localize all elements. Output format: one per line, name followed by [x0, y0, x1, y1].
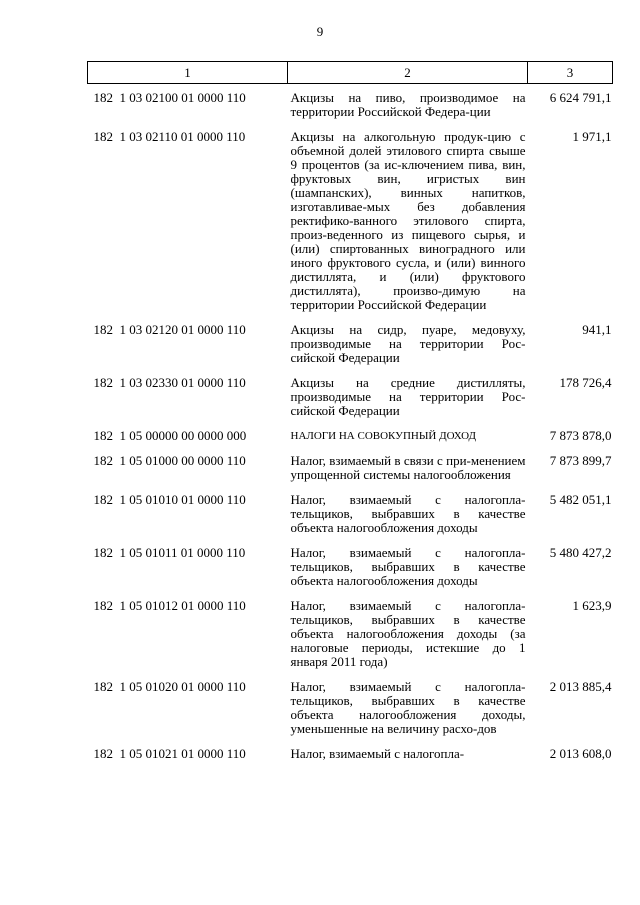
amount-cell: 1 971,1 — [572, 129, 612, 144]
table-row — [88, 454, 613, 493]
description-cell: Налог, взимаемый с налогопла-тельщиков, выбравших в качестве объекта налогообложения доходы — [290, 492, 526, 535]
table-body — [88, 84, 613, 762]
column-header-2: 2 — [288, 62, 528, 84]
amount-cell: 178 726,4 — [559, 375, 612, 390]
description-cell: Налог, взимаемый с налогопла- — [290, 746, 465, 761]
description-cell: НАЛОГИ НА СОВОКУПНЫЙ ДОХОД — [290, 430, 476, 442]
column-header-3: 3 — [528, 62, 613, 84]
description-cell: Налог, взимаемый с налогопла-тельщиков, выбравших в качестве объекта налогообложения доходы — [290, 545, 526, 588]
description-cell: Налог, взимаемый с налогопла-тельщиков, выбравших в качестве объекта налогообложения доходы, уменьшенные на величину расхо-дов — [290, 679, 526, 736]
budget-code-cell: 182 1 03 02110 01 0000 110 — [93, 129, 246, 144]
table-row — [88, 546, 613, 599]
description-cell: Акцизы на сидр, пуаре, медовуху, производимые на территории Рос-сийской Федерации — [290, 322, 526, 365]
table-row — [88, 130, 613, 323]
amount-cell: 7 873 878,0 — [549, 428, 612, 443]
table-header — [88, 62, 613, 84]
table-row — [88, 493, 613, 546]
amount-cell: 2 013 885,4 — [549, 679, 612, 694]
amount-cell: 7 873 899,7 — [549, 453, 612, 468]
page-number: 9 — [316, 24, 324, 39]
column-header-1: 1 — [88, 62, 288, 84]
budget-code-cell: 182 1 05 01010 01 0000 110 — [93, 492, 246, 507]
table-row — [88, 323, 613, 376]
table-row — [88, 429, 613, 454]
budget-code-cell: 182 1 03 02120 01 0000 110 — [93, 322, 246, 337]
budget-code-cell: 182 1 05 01000 00 0000 110 — [93, 453, 246, 468]
table-row — [88, 747, 613, 761]
description-cell: Акцизы на средние дистилляты, производимые на территории Рос-сийской Федерации — [290, 375, 526, 418]
description-cell: Налог, взимаемый с налогопла-тельщиков, выбравших в качестве объекта налогообложения доходы (за налоговые периоды, истекшие до 1 января 2011 года) — [290, 598, 526, 669]
table-row — [88, 376, 613, 429]
budget-code-cell: 182 1 05 01011 01 0000 110 — [93, 545, 246, 560]
description-cell: Акцизы на алкогольную продук-цию с объемной долей этилового спирта свыше 9 процентов (за ис-ключением пива, вин, фруктовых вин, игристых вин (шампанских), винных напитков, изготавливае-мых без добавления ректифико-ванного этилового спирта, произ-веденного из пищевого сырья, и (или) спиртованных виноградного или иного фруктового сусла, и (или) винного дистиллята, и (или) фруктового дистиллята), произво-димую на территории Российской Федерации — [290, 129, 526, 312]
amount-cell: 1 623,9 — [572, 598, 612, 613]
budget-code-cell: 182 1 05 01021 01 0000 110 — [93, 746, 246, 761]
table-row — [88, 680, 613, 747]
amount-cell: 5 482 051,1 — [549, 492, 612, 507]
amount-cell: 5 480 427,2 — [549, 545, 612, 560]
budget-code-cell: 182 1 03 02330 01 0000 110 — [93, 375, 246, 390]
amount-cell: 6 624 791,1 — [549, 90, 612, 105]
budget-code-cell: 182 1 03 02100 01 0000 110 — [93, 90, 246, 105]
budget-code-cell: 182 1 05 00000 00 0000 000 — [93, 428, 247, 443]
table-row — [88, 599, 613, 680]
budget-code-cell: 182 1 05 01020 01 0000 110 — [93, 679, 246, 694]
header-row — [88, 62, 613, 84]
budget-code-cell: 182 1 05 01012 01 0000 110 — [93, 598, 246, 613]
table-row — [88, 84, 613, 131]
amount-cell: 2 013 608,0 — [549, 746, 612, 761]
description-cell: Налог, взимаемый в связи с при-менением упрощенной системы налогообложения — [290, 453, 526, 482]
amount-cell: 941,1 — [582, 322, 612, 337]
budget-revenue-table — [87, 61, 613, 761]
description-cell: Акцизы на пиво, производимое на территории Российской Федера-ции — [290, 90, 526, 119]
